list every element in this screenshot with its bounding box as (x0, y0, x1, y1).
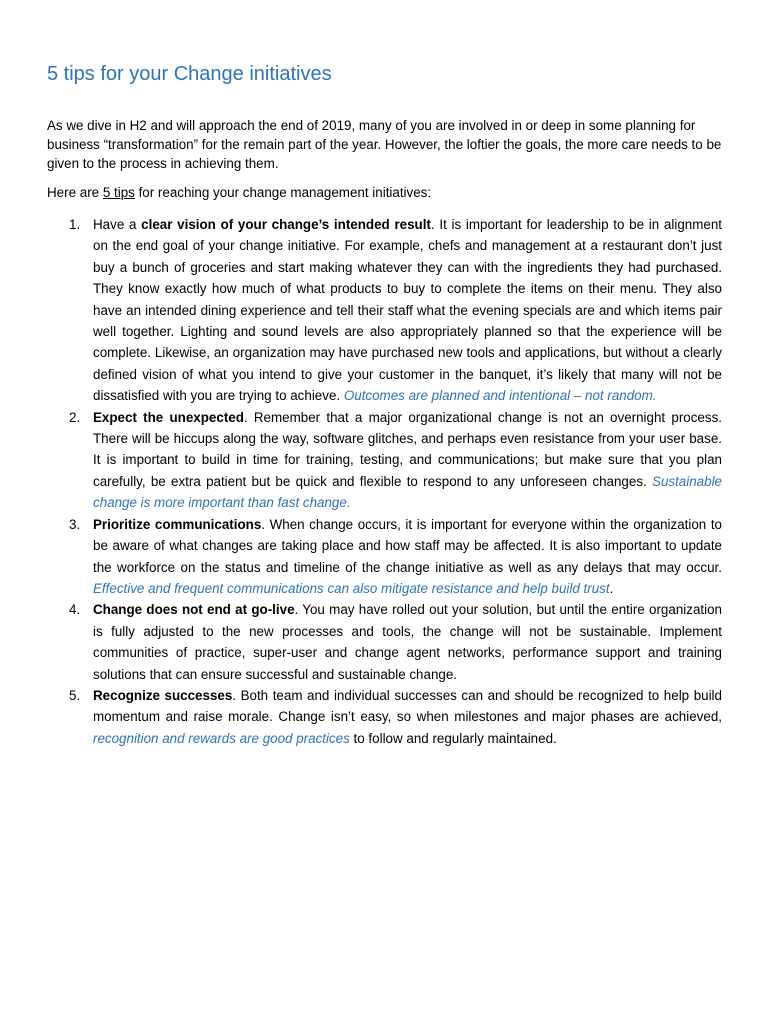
list-item-number: 1. (69, 217, 81, 232)
tip-bold: clear vision of your change’s intended result (141, 217, 431, 232)
list-item-number: 4. (69, 602, 81, 618)
tip-bold: Expect the unexpected (93, 409, 244, 425)
lead-underlined: 5 tips (102, 185, 135, 200)
list-item (47, 407, 722, 514)
tip-highlight: Effective and frequent communications can also mitigate resistance and help build trust (93, 580, 610, 596)
tip-pre: Have a (93, 217, 142, 232)
lead-after: for reaching your change management initiatives: (134, 185, 432, 200)
list-item-number: 3. (69, 516, 81, 532)
lead-before: Here are (47, 185, 103, 200)
tip-bold: Change does not end at go-live (93, 602, 295, 618)
tip-tail: . (609, 580, 614, 596)
list-item (47, 685, 722, 749)
tip-bold: Prioritize communications (93, 516, 262, 532)
tip-body: . It is important for leadership to be in alignment on the end goal of your change initiative. For example, chefs and management at a restaurant don’t just buy a bunch of groceries and start making whatever they can with the ingredients they had purchased. They know exactly how much of what products to buy to complete the items on their menu. They also have an intended dining experience and tell their staff what the evening specials are and which items pair well together. Lighting and sound levels are also appropriately planned so that the experience will be complete. Likewise, an organization may have purchased new tools and applications, but without a clearly defined vision of what you intend to give your customer in the banquet, it’s likely that many will not be dissatisfied with you are trying to achieve. (93, 217, 722, 404)
tip-body: . You may have rolled out your solution, but until the entire organization is fully adjusted to the new processes and tools, the change will not be sustainable. Implement communities of practice, super-user and change agent networks, performance support and training solutions that can ensure successful and sustainable change. (93, 602, 722, 682)
tip-highlight: Outcomes are planned and intentional – not random. (343, 388, 657, 404)
tip-body: . When change occurs, it is important for everyone within the organization to be aware of what changes are taking place and how staff may be affected. It is also important to update the workforce on the status and timeline of the change initiative as well as any delays that may occur. (93, 516, 723, 575)
list-item-number: 5. (69, 687, 81, 703)
tip-highlight: recognition and rewards are good practices (93, 730, 350, 746)
tip-bold: Recognize successes (93, 687, 233, 703)
lead-paragraph (47, 183, 722, 202)
tip-body: . Both team and individual successes can and should be recognized to help build momentum and raise morale. Change isn’t easy, so when milestones and major phases are achieved, (93, 687, 722, 725)
list-item-number: 2. (69, 409, 81, 425)
tip-tail: to follow and regularly maintained. (349, 730, 557, 746)
tip-body: . Remember that a major organizational change is not an overnight process. There will be hiccups along the way, software glitches, and perhaps even resistance from your user base. It is important to build in time for training, testing, and communications; but make sure that you plan carefully, be extra patient but be quick and flexible to respond to any unforeseen changes. (93, 409, 722, 489)
intro-paragraph: As we dive in H2 and will approach the end of 2019, many of you are involved in or deep in some planning for business “transformation” for the remain part of the year. However, the loftier the goals, the more care needs to be given to the process in achieving them. (47, 118, 722, 171)
list-item (47, 214, 722, 407)
list-item (47, 599, 722, 685)
tips-list (47, 214, 722, 749)
page-title: 5 tips for your Change initiatives (47, 63, 332, 85)
list-item (47, 514, 722, 600)
tip-highlight: Sustainable change is more important than fast change. (93, 473, 722, 511)
